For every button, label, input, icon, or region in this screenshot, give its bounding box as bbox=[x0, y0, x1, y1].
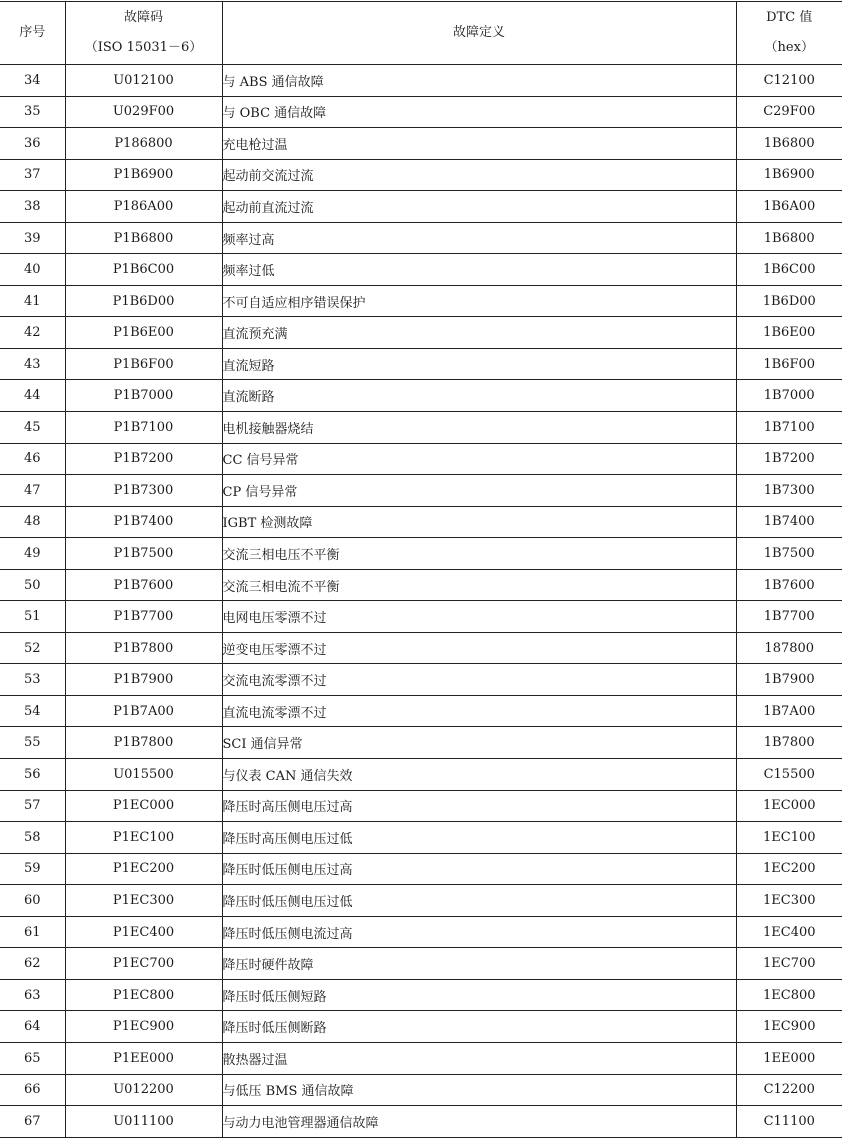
row-index-cell: 49 bbox=[0, 538, 65, 570]
table-row bbox=[0, 254, 842, 286]
fault-code-cell: P1B7200 bbox=[65, 443, 222, 475]
fault-definition-cell: 交流三相电流不平衡 bbox=[222, 569, 736, 601]
fault-definition-cell: 电机接触器烧结 bbox=[222, 412, 736, 444]
dtc-value-cell: 1B7400 bbox=[736, 506, 842, 538]
table-row bbox=[0, 790, 842, 822]
fault-code-cell: P1EC700 bbox=[65, 948, 222, 980]
fault-definition-cell: 交流电流零漂不过 bbox=[222, 664, 736, 696]
fault-code-cell: P1B6E00 bbox=[65, 317, 222, 349]
fault-definition-cell: 降压时低压侧电流过高 bbox=[222, 916, 736, 948]
dtc-value-cell: C12200 bbox=[736, 1074, 842, 1106]
fault-code-cell: P1EC400 bbox=[65, 916, 222, 948]
dtc-value-cell: 1EE000 bbox=[736, 1042, 842, 1074]
fault-code-cell: P1B7500 bbox=[65, 538, 222, 570]
dtc-value-cell: 1B6D00 bbox=[736, 285, 842, 317]
fault-code-cell: P1B7000 bbox=[65, 380, 222, 412]
fault-definition-cell: SCI 通信异常 bbox=[222, 727, 736, 759]
dtc-value-cell: C12100 bbox=[736, 65, 842, 97]
fault-definition-cell: 充电枪过温 bbox=[222, 128, 736, 160]
header-fault-code bbox=[65, 2, 222, 65]
row-index-cell: 39 bbox=[0, 222, 65, 254]
dtc-value-cell: 1B6A00 bbox=[736, 191, 842, 223]
header-fault-code-line2: （ISO 15031－6） bbox=[84, 40, 203, 55]
header-row bbox=[0, 2, 842, 65]
table-row bbox=[0, 664, 842, 696]
table-row bbox=[0, 979, 842, 1011]
row-index-cell: 62 bbox=[0, 948, 65, 980]
fault-definition-cell: IGBT 检测故障 bbox=[222, 506, 736, 538]
table-row bbox=[0, 65, 842, 97]
fault-definition-cell: 与 ABS 通信故障 bbox=[222, 65, 736, 97]
row-index-cell: 67 bbox=[0, 1106, 65, 1138]
dtc-value-cell: C15500 bbox=[736, 759, 842, 791]
table-row bbox=[0, 285, 842, 317]
fault-definition-cell: 降压时硬件故障 bbox=[222, 948, 736, 980]
fault-definition-cell: 起动前直流过流 bbox=[222, 191, 736, 223]
table-row bbox=[0, 695, 842, 727]
fault-definition-cell: 降压时低压侧短路 bbox=[222, 979, 736, 1011]
fault-code-cell: P1B7300 bbox=[65, 475, 222, 507]
row-index-cell: 66 bbox=[0, 1074, 65, 1106]
table-row bbox=[0, 569, 842, 601]
row-index-cell: 48 bbox=[0, 506, 65, 538]
dtc-value-cell: 1B6C00 bbox=[736, 254, 842, 286]
fault-code-cell: P1B6F00 bbox=[65, 348, 222, 380]
row-index-cell: 40 bbox=[0, 254, 65, 286]
fault-code-cell: P1B6D00 bbox=[65, 285, 222, 317]
fault-code-cell: P1EC300 bbox=[65, 885, 222, 917]
table-row bbox=[0, 317, 842, 349]
row-index-cell: 55 bbox=[0, 727, 65, 759]
table-row bbox=[0, 159, 842, 191]
dtc-value-cell: 1EC000 bbox=[736, 790, 842, 822]
fault-code-cell: P186A00 bbox=[65, 191, 222, 223]
fault-definition-cell: 降压时低压侧电压过高 bbox=[222, 853, 736, 885]
fault-code-cell: P1B7100 bbox=[65, 412, 222, 444]
dtc-value-cell: 1EC200 bbox=[736, 853, 842, 885]
header-dtc-value-line1: DTC 值 bbox=[766, 10, 813, 25]
table-row bbox=[0, 506, 842, 538]
row-index-cell: 42 bbox=[0, 317, 65, 349]
fault-code-cell: U011100 bbox=[65, 1106, 222, 1138]
dtc-table bbox=[0, 1, 842, 1138]
fault-definition-cell: 散热器过温 bbox=[222, 1042, 736, 1074]
table-row bbox=[0, 96, 842, 128]
table-row bbox=[0, 1011, 842, 1043]
fault-definition-cell: 与 OBC 通信故障 bbox=[222, 96, 736, 128]
dtc-value-cell: 1B6F00 bbox=[736, 348, 842, 380]
fault-definition-cell: 与低压 BMS 通信故障 bbox=[222, 1074, 736, 1106]
fault-code-cell: P1B7800 bbox=[65, 727, 222, 759]
header-index: 序号 bbox=[0, 2, 65, 65]
fault-definition-cell: 降压时低压侧电压过低 bbox=[222, 885, 736, 917]
fault-code-cell: P1B6800 bbox=[65, 222, 222, 254]
table-row bbox=[0, 475, 842, 507]
fault-definition-cell: 逆变电压零漂不过 bbox=[222, 632, 736, 664]
row-index-cell: 64 bbox=[0, 1011, 65, 1043]
dtc-value-cell: 1B7000 bbox=[736, 380, 842, 412]
table-row bbox=[0, 1074, 842, 1106]
table-row bbox=[0, 380, 842, 412]
row-index-cell: 63 bbox=[0, 979, 65, 1011]
fault-code-cell: P1B6C00 bbox=[65, 254, 222, 286]
dtc-value-cell: 1B6E00 bbox=[736, 317, 842, 349]
dtc-value-cell: 1B7300 bbox=[736, 475, 842, 507]
row-index-cell: 46 bbox=[0, 443, 65, 475]
fault-code-cell: U012200 bbox=[65, 1074, 222, 1106]
fault-definition-cell: 降压时高压侧电压过高 bbox=[222, 790, 736, 822]
table-row bbox=[0, 853, 842, 885]
fault-definition-cell: 降压时低压侧断路 bbox=[222, 1011, 736, 1043]
fault-definition-cell: 直流电流零漂不过 bbox=[222, 695, 736, 727]
row-index-cell: 44 bbox=[0, 380, 65, 412]
fault-code-cell: P1EC800 bbox=[65, 979, 222, 1011]
fault-definition-cell: 降压时高压侧电压过低 bbox=[222, 822, 736, 854]
row-index-cell: 45 bbox=[0, 412, 65, 444]
fault-code-cell: P1EC900 bbox=[65, 1011, 222, 1043]
fault-code-cell: P1EC000 bbox=[65, 790, 222, 822]
table-row bbox=[0, 632, 842, 664]
row-index-cell: 43 bbox=[0, 348, 65, 380]
row-index-cell: 47 bbox=[0, 475, 65, 507]
row-index-cell: 65 bbox=[0, 1042, 65, 1074]
dtc-value-cell: 1B7800 bbox=[736, 727, 842, 759]
fault-definition-cell: 直流断路 bbox=[222, 380, 736, 412]
table-row bbox=[0, 191, 842, 223]
row-index-cell: 61 bbox=[0, 916, 65, 948]
table-row bbox=[0, 1042, 842, 1074]
table-row bbox=[0, 348, 842, 380]
row-index-cell: 36 bbox=[0, 128, 65, 160]
dtc-value-cell: 1EC800 bbox=[736, 979, 842, 1011]
fault-code-cell: P1B6900 bbox=[65, 159, 222, 191]
table-row bbox=[0, 128, 842, 160]
dtc-value-cell: 1B7100 bbox=[736, 412, 842, 444]
fault-definition-cell: 频率过低 bbox=[222, 254, 736, 286]
dtc-value-cell: 1B7A00 bbox=[736, 695, 842, 727]
table-row bbox=[0, 948, 842, 980]
row-index-cell: 53 bbox=[0, 664, 65, 696]
fault-code-cell: U015500 bbox=[65, 759, 222, 791]
fault-code-cell: P1B7800 bbox=[65, 632, 222, 664]
fault-code-cell: P1B7700 bbox=[65, 601, 222, 633]
fault-code-cell: P1B7A00 bbox=[65, 695, 222, 727]
row-index-cell: 59 bbox=[0, 853, 65, 885]
fault-code-cell: P1B7600 bbox=[65, 569, 222, 601]
dtc-value-cell: C29F00 bbox=[736, 96, 842, 128]
dtc-value-cell: 1B7700 bbox=[736, 601, 842, 633]
table-row bbox=[0, 538, 842, 570]
fault-definition-cell: 起动前交流过流 bbox=[222, 159, 736, 191]
fault-code-cell: P186800 bbox=[65, 128, 222, 160]
fault-definition-cell: 频率过高 bbox=[222, 222, 736, 254]
dtc-value-cell: 1EC900 bbox=[736, 1011, 842, 1043]
dtc-value-cell: 1EC400 bbox=[736, 916, 842, 948]
dtc-value-cell: 1B6800 bbox=[736, 222, 842, 254]
table-row bbox=[0, 412, 842, 444]
dtc-value-cell: 1B7500 bbox=[736, 538, 842, 570]
dtc-value-cell: 1B7600 bbox=[736, 569, 842, 601]
fault-code-cell: P1B7400 bbox=[65, 506, 222, 538]
table-row bbox=[0, 1106, 842, 1138]
fault-code-cell: U029F00 bbox=[65, 96, 222, 128]
dtc-value-cell: 187800 bbox=[736, 632, 842, 664]
table-row bbox=[0, 222, 842, 254]
dtc-value-cell: C11100 bbox=[736, 1106, 842, 1138]
table-row bbox=[0, 759, 842, 791]
fault-code-cell: U012100 bbox=[65, 65, 222, 97]
table-row bbox=[0, 916, 842, 948]
fault-definition-cell: 直流预充满 bbox=[222, 317, 736, 349]
table-body bbox=[0, 65, 842, 1138]
dtc-value-cell: 1B6800 bbox=[736, 128, 842, 160]
row-index-cell: 50 bbox=[0, 569, 65, 601]
fault-code-cell: P1B7900 bbox=[65, 664, 222, 696]
row-index-cell: 52 bbox=[0, 632, 65, 664]
dtc-value-cell: 1EC300 bbox=[736, 885, 842, 917]
fault-definition-cell: 与动力电池管理器通信故障 bbox=[222, 1106, 736, 1138]
fault-definition-cell: CP 信号异常 bbox=[222, 475, 736, 507]
row-index-cell: 56 bbox=[0, 759, 65, 791]
fault-definition-cell: 不可自适应相序错误保护 bbox=[222, 285, 736, 317]
fault-definition-cell: 直流短路 bbox=[222, 348, 736, 380]
fault-code-cell: P1EE000 bbox=[65, 1042, 222, 1074]
row-index-cell: 57 bbox=[0, 790, 65, 822]
dtc-value-cell: 1B7900 bbox=[736, 664, 842, 696]
header-dtc-value bbox=[736, 2, 842, 65]
fault-definition-cell: 交流三相电压不平衡 bbox=[222, 538, 736, 570]
table-row bbox=[0, 885, 842, 917]
header-fault-code-line1: 故障码 bbox=[123, 10, 163, 25]
row-index-cell: 41 bbox=[0, 285, 65, 317]
row-index-cell: 34 bbox=[0, 65, 65, 97]
fault-definition-cell: 电网电压零漂不过 bbox=[222, 601, 736, 633]
table-header bbox=[0, 2, 842, 65]
fault-code-cell: P1EC100 bbox=[65, 822, 222, 854]
table-row bbox=[0, 822, 842, 854]
header-dtc-value-line2: （hex） bbox=[764, 40, 814, 55]
row-index-cell: 35 bbox=[0, 96, 65, 128]
header-fault-definition: 故障定义 bbox=[222, 2, 736, 65]
fault-definition-cell: CC 信号异常 bbox=[222, 443, 736, 475]
table-row bbox=[0, 443, 842, 475]
fault-code-cell: P1EC200 bbox=[65, 853, 222, 885]
dtc-value-cell: 1B7200 bbox=[736, 443, 842, 475]
row-index-cell: 54 bbox=[0, 695, 65, 727]
row-index-cell: 51 bbox=[0, 601, 65, 633]
table-row bbox=[0, 601, 842, 633]
dtc-value-cell: 1B6900 bbox=[736, 159, 842, 191]
row-index-cell: 38 bbox=[0, 191, 65, 223]
fault-definition-cell: 与仪表 CAN 通信失效 bbox=[222, 759, 736, 791]
table-row bbox=[0, 727, 842, 759]
row-index-cell: 60 bbox=[0, 885, 65, 917]
row-index-cell: 58 bbox=[0, 822, 65, 854]
row-index-cell: 37 bbox=[0, 159, 65, 191]
dtc-value-cell: 1EC100 bbox=[736, 822, 842, 854]
dtc-value-cell: 1EC700 bbox=[736, 948, 842, 980]
